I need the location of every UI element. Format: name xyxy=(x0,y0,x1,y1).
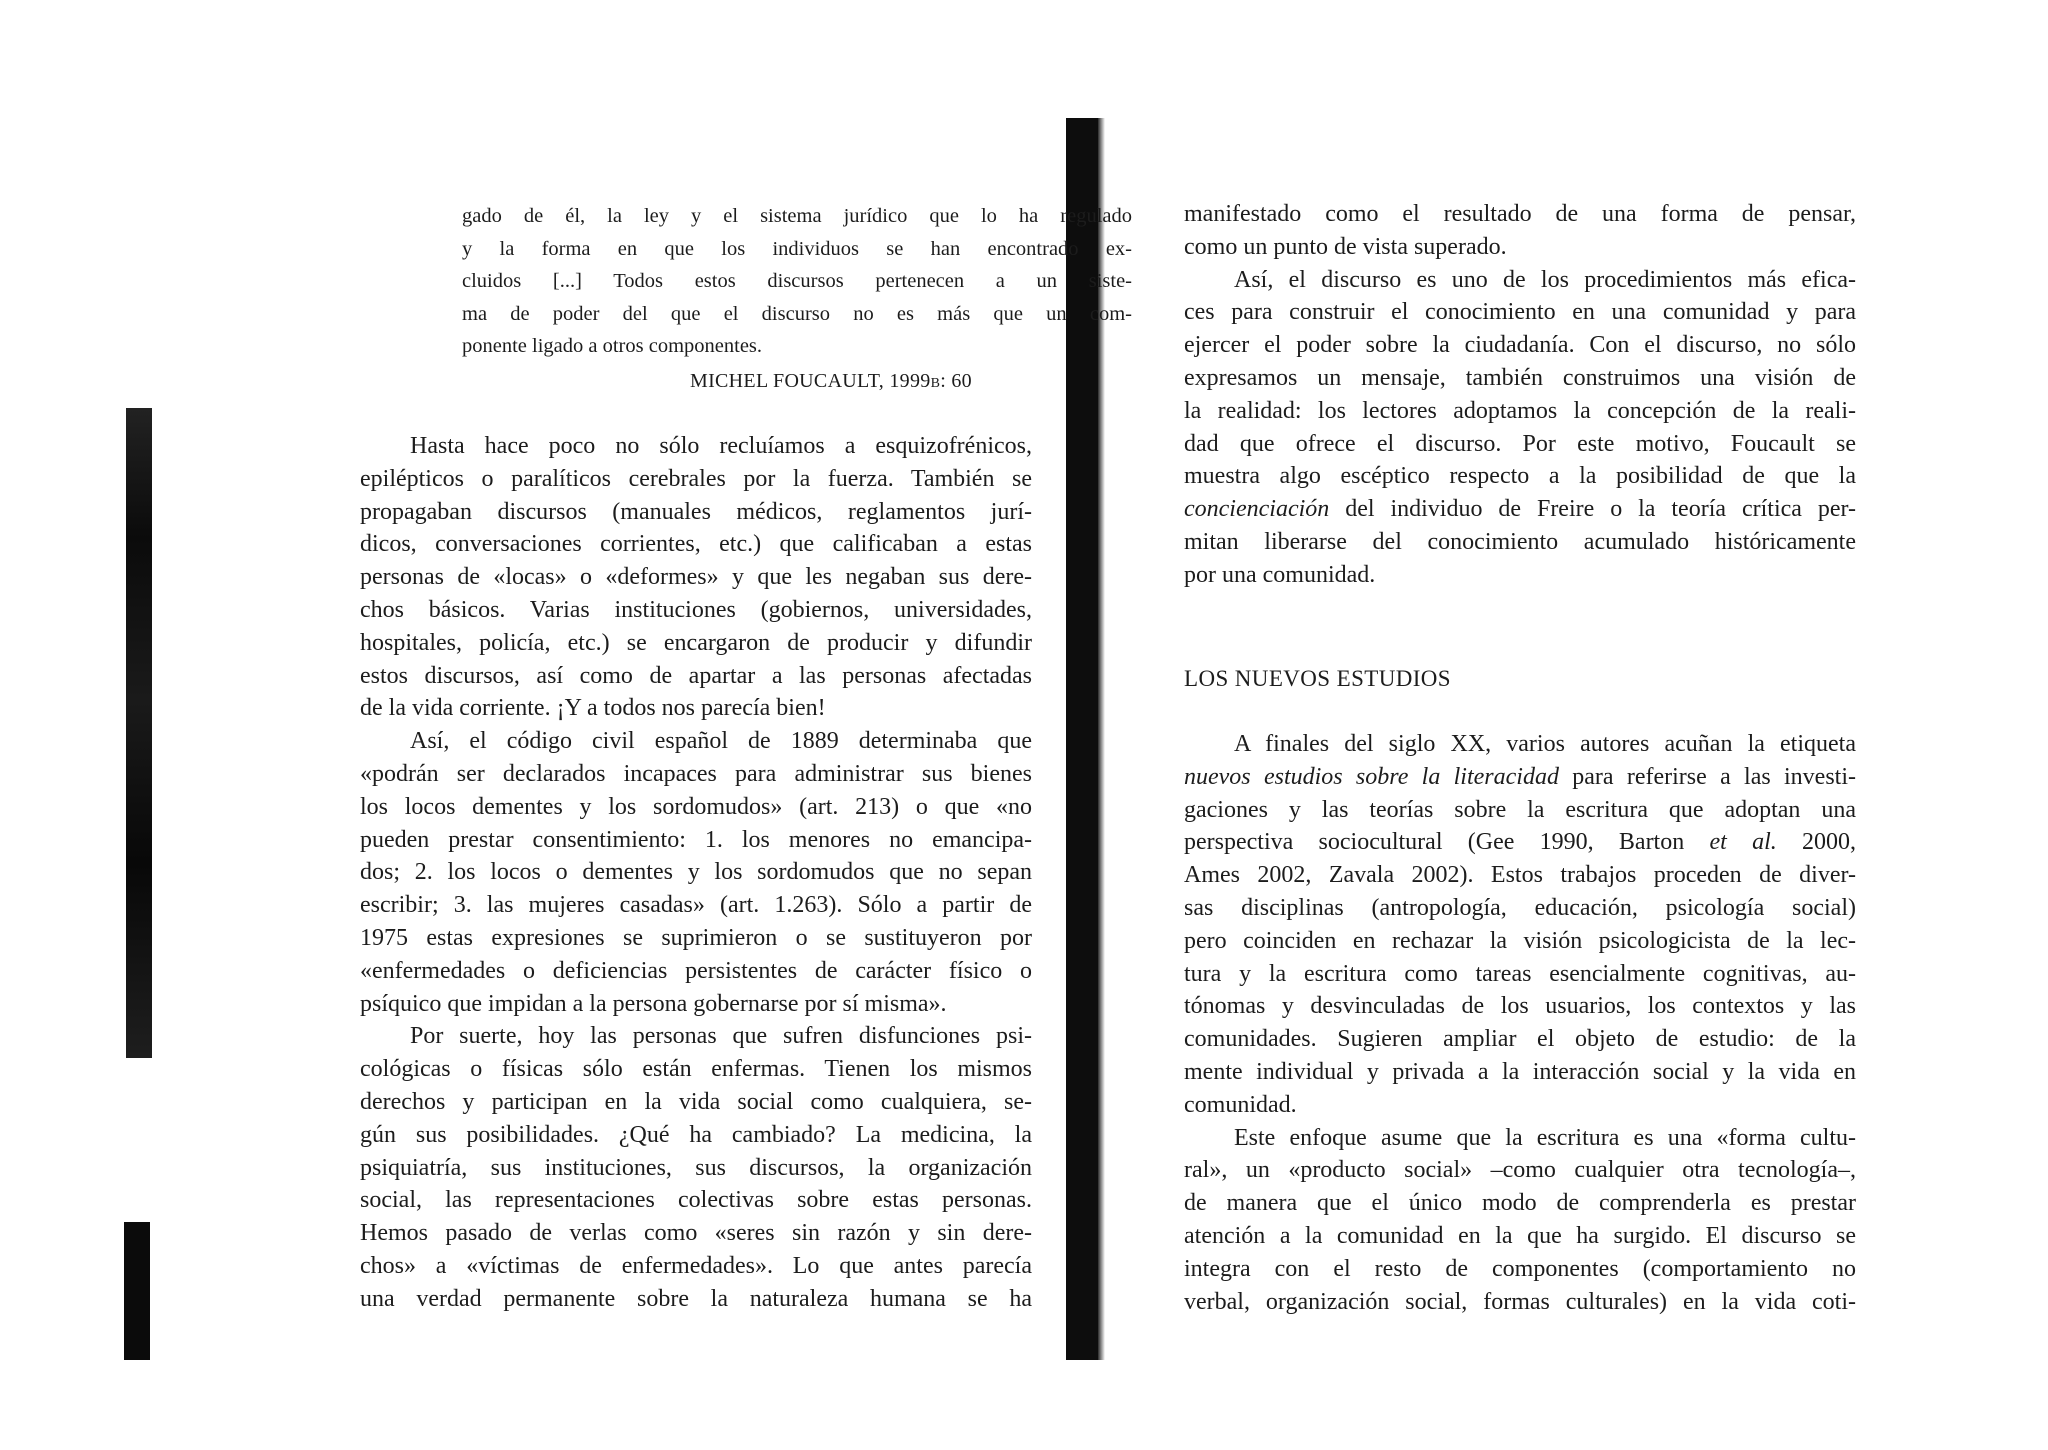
text-line xyxy=(1184,826,1856,859)
text-line: mitan liberarse del conocimiento acumulado históricamente xyxy=(1184,528,1856,555)
text-line: dad que ofrece el discurso. Por este motivo, Foucault se xyxy=(1184,430,1856,457)
text-line: Así, el código civil español de 1889 determinaba que xyxy=(410,728,1032,755)
epigraph-line: ma de poder del que el discurso no es más que un com- xyxy=(462,302,1132,325)
text-line: por una comunidad. xyxy=(1184,561,1376,588)
text-line: pueden prestar consentimiento: 1. los menores no emancipa- xyxy=(360,826,1032,853)
text-line: cológicas o físicas sólo están enfermas. Tienen los mismos xyxy=(360,1056,1032,1083)
text-line: Por suerte, hoy las personas que sufren disfunciones psi- xyxy=(410,1023,1032,1050)
text-line: comunidad. xyxy=(1184,1091,1297,1118)
text-line: gún sus posibilidades. ¿Qué ha cambiado? La medicina, la xyxy=(360,1121,1032,1148)
epigraph-attribution: MICHEL FOUCAULT, 1999b: 60 xyxy=(690,370,972,392)
text-line-part: 2000, xyxy=(1776,829,1856,856)
text-line: «enfermedades o deficiencias persistentes de carácter físico o xyxy=(360,957,1032,984)
text-line: estos discursos, así como de apartar a las personas afectadas xyxy=(360,662,1032,689)
text-line: sas disciplinas (antropología, educación, psicología social) xyxy=(1184,894,1856,921)
text-line: derechos y participan en la vida social como cualquiera, se- xyxy=(360,1088,1032,1115)
text-line: mente individual y privada a la interacción social y la vida en xyxy=(1184,1058,1856,1085)
epigraph-line: cluidos [...] Todos estos discursos pertenecen a un siste- xyxy=(462,270,1132,292)
text-line: comunidades. Sugieren ampliar el objeto de estudio: de la xyxy=(1184,1026,1856,1053)
epigraph-line: ponente ligado a otros componentes. xyxy=(462,335,763,357)
right-body-text-top xyxy=(1184,198,1856,592)
text-line-rest: del individuo de Freire o la teoría crítica per- xyxy=(1329,496,1856,523)
text-line: ral», un «producto social» –como cualquier otra tecnología–, xyxy=(1184,1157,1856,1184)
text-line: de la vida corriente. ¡Y a todos nos parecía bien! xyxy=(360,695,826,722)
text-line: hospitales, policía, etc.) se encargaron de producir y difundir xyxy=(360,629,1032,656)
italic-term: concienciación xyxy=(1184,496,1330,523)
text-line: chos básicos. Varias instituciones (gobiernos, universidades, xyxy=(360,596,1032,623)
text-line: tónomas y desvinculadas de los usuarios, los contextos y las xyxy=(1184,993,1856,1020)
text-line: A finales del siglo XX, varios autores acuñan la etiqueta xyxy=(1234,731,1856,757)
text-line: dos; 2. los locos o dementes y los sordomudos que no sepan xyxy=(360,859,1032,886)
text-line: los locos dementes y los sordomudos» (art. 213) o que «no xyxy=(360,793,1032,820)
text-line: ces para construir el conocimiento en una comunidad y para xyxy=(1184,299,1856,326)
text-line: gaciones y las teorías sobre la escritura que adoptan una xyxy=(1184,796,1856,823)
text-line: una verdad permanente sobre la naturaleza humana se ha xyxy=(360,1285,1032,1312)
text-line: manifestado como el resultado de una forma de pensar, xyxy=(1184,201,1856,227)
text-line: Ames 2002, Zavala 2002). Estos trabajos proceden de diver- xyxy=(1184,862,1856,889)
text-line: Así, el discurso es uno de los procedimientos más efica- xyxy=(1234,266,1856,293)
italic-term: nuevos estudios sobre la literacidad xyxy=(1184,763,1559,790)
text-line: ejercer el poder sobre la ciudadanía. Con el discurso, no sólo xyxy=(1184,332,1856,359)
text-line: verbal, organización social, formas culturales) en la vida coti- xyxy=(1184,1288,1856,1315)
right-body-text-bottom xyxy=(1184,728,1856,1318)
text-line: personas de «locas» o «deformes» y que les negaban sus dere- xyxy=(360,564,1032,591)
left-body-text xyxy=(360,430,1032,1316)
text-line: Este enfoque asume que la escritura es una «forma cultu- xyxy=(1234,1124,1856,1151)
text-line: muestra algo escéptico respecto a la posibilidad de que la xyxy=(1184,463,1856,490)
text-line: como un punto de vista superado. xyxy=(1184,233,1507,260)
text-line: expresamos un mensaje, también construimos una visión de xyxy=(1184,364,1856,391)
text-line: propagaban discursos (manuales médicos, reglamentos jurí- xyxy=(360,498,1032,525)
text-line: chos» a «víctimas de enfermedades». Lo que antes parecía xyxy=(360,1252,1032,1279)
text-line xyxy=(1184,761,1856,794)
epigraph-line: gado de él, la ley y el sistema jurídico que lo ha regulado xyxy=(462,205,1132,227)
text-line: integra con el resto de componentes (comportamiento no xyxy=(1184,1255,1856,1282)
text-line: psiquiatría, sus instituciones, sus discursos, la organización xyxy=(360,1154,1032,1181)
text-line: epilépticos o paralíticos cerebrales por la fuerza. También se xyxy=(360,465,1032,492)
text-line: Hemos pasado de verlas como «seres sin razón y sin dere- xyxy=(360,1220,1032,1247)
text-line-rest: para referirse a las investi- xyxy=(1558,763,1856,790)
epigraph-quote xyxy=(462,200,1132,363)
text-line: la realidad: los lectores adoptamos la concepción de la reali- xyxy=(1184,397,1856,424)
text-line: pero coinciden en rechazar la visión psicologicista de la lec- xyxy=(1184,927,1856,954)
italic-term: et al. xyxy=(1709,829,1777,856)
section-heading: LOS NUEVOS ESTUDIOS xyxy=(1184,666,1452,691)
text-line: atención a la comunidad en la que ha surgido. El discurso se xyxy=(1184,1222,1856,1249)
text-line: «podrán ser declarados incapaces para administrar sus bienes xyxy=(360,760,1032,787)
text-line xyxy=(1184,493,1856,526)
text-line: Hasta hace poco no sólo recluíamos a esquizofrénicos, xyxy=(410,433,1032,459)
text-line: tura y la escritura como tareas esencialmente cognitivas, au- xyxy=(1184,960,1856,987)
text-line-part: perspectiva sociocultural (Gee 1990, Barton xyxy=(1184,829,1710,856)
text-line: dicos, conversaciones corrientes, etc.) que calificaban a estas xyxy=(360,531,1032,558)
epigraph-line: y la forma en que los individuos se han encontrado ex- xyxy=(462,237,1132,260)
text-line: 1975 estas expresiones se suprimieron o se sustituyeron por xyxy=(360,924,1032,951)
text-line: escribir; 3. las mujeres casadas» (art. 1.263). Sólo a partir de xyxy=(360,892,1032,919)
text-line: psíquico que impidan a la persona gobernarse por sí misma». xyxy=(360,990,947,1017)
text-line: social, las representaciones colectivas sobre estas personas. xyxy=(360,1187,1032,1214)
text-line: de manera que el único modo de comprenderla es prestar xyxy=(1184,1190,1856,1217)
